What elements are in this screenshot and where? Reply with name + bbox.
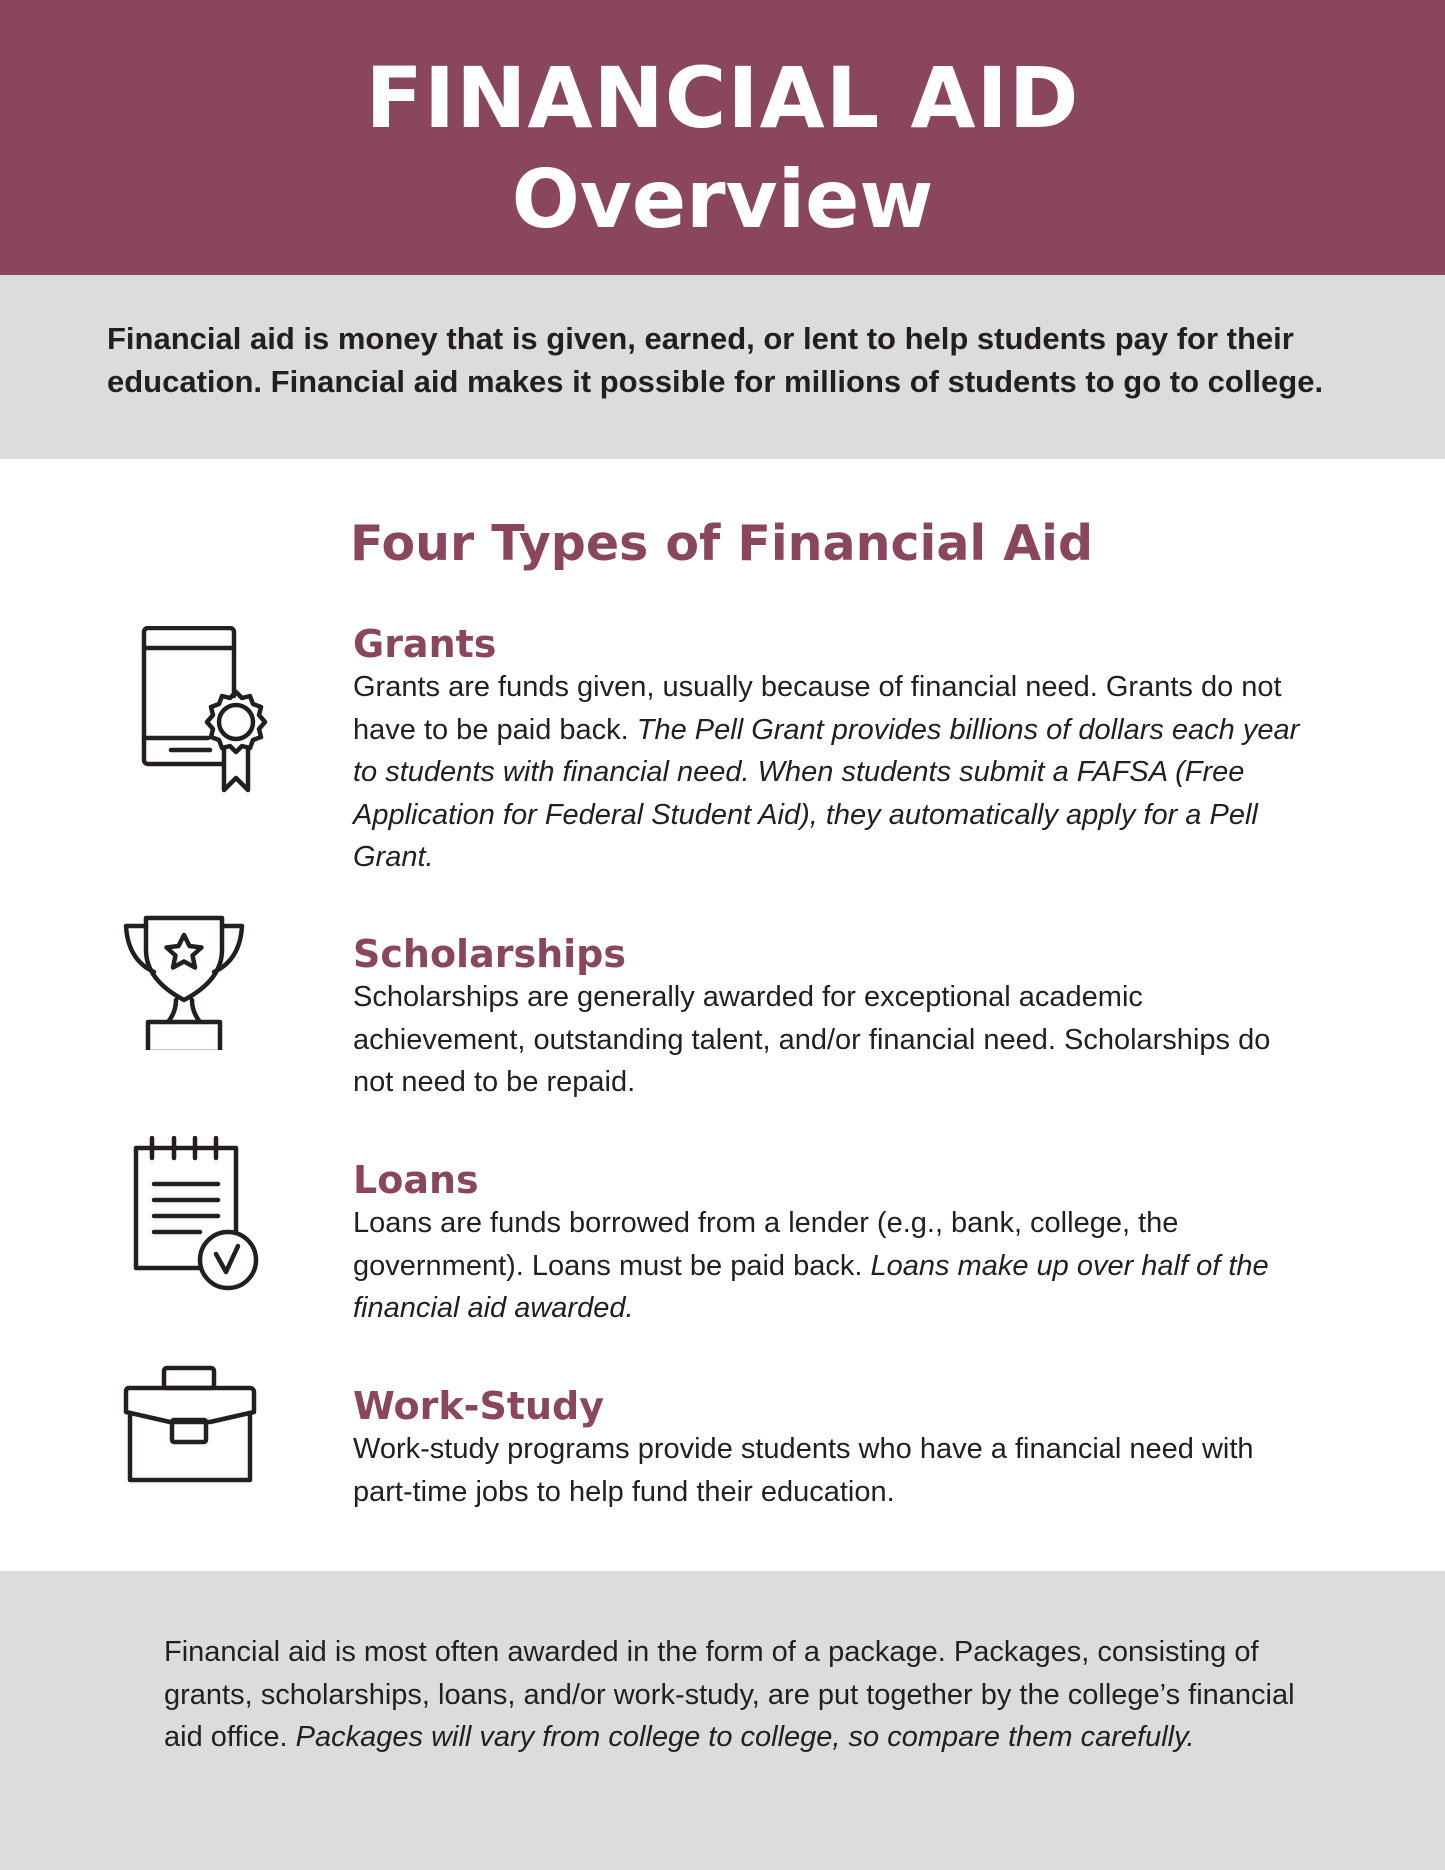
trophy-star-icon — [122, 910, 248, 1050]
aid-type-title: Loans — [353, 1158, 479, 1202]
aid-type-title: Grants — [353, 622, 497, 666]
tablet-certificate-icon — [140, 626, 270, 796]
aid-type-description: Grants are funds given, usually because of financial need. Grants do not have to be paid back. The Pell Grant provides billions of dollars each year to students with financial need. When students submit a FAFSA (Free Application for Federal Student Aid), they automatically apply for a Pell Grant. — [353, 671, 1300, 873]
header-banner — [0, 0, 1445, 275]
aid-type-description: Work-study programs provide students who have a financial need with part-time jobs to help fund their education. — [353, 1433, 1254, 1508]
aid-type-title: Work-Study — [353, 1384, 605, 1428]
footer-panel — [0, 1571, 1445, 1870]
briefcase-icon — [120, 1364, 260, 1486]
aid-type-description: Scholarships are generally awarded for exceptional academic achievement, outstanding talent, and/or financial need. Scholarships do not need to be repaid. — [353, 981, 1271, 1098]
page-title-line2: Overview — [511, 153, 934, 246]
page-title-line1: FINANCIAL AID — [365, 49, 1080, 147]
notepad-check-icon — [132, 1136, 262, 1292]
intro-text: Financial aid is money that is given, earned, or lent to help students pay for their education. Financial aid makes it possible for millions of students to go to college. — [107, 321, 1324, 399]
aid-type-description: Loans are funds borrowed from a lender (e.g., bank, college, the government). Loans must be paid back. Loans make up over half of the financial aid awarded. — [353, 1207, 1269, 1324]
footer-text: Financial aid is most often awarded in the form of a package. Packages, consisting of grants, scholarships, loans, and/or work-study, are put together by the college’s financial aid office. Packages will vary from college to college, so compare them carefully. — [164, 1636, 1295, 1753]
aid-type-title: Scholarships — [353, 932, 626, 976]
intro-panel — [0, 275, 1445, 459]
section-title: Four Types of Financial Aid — [350, 515, 1094, 572]
